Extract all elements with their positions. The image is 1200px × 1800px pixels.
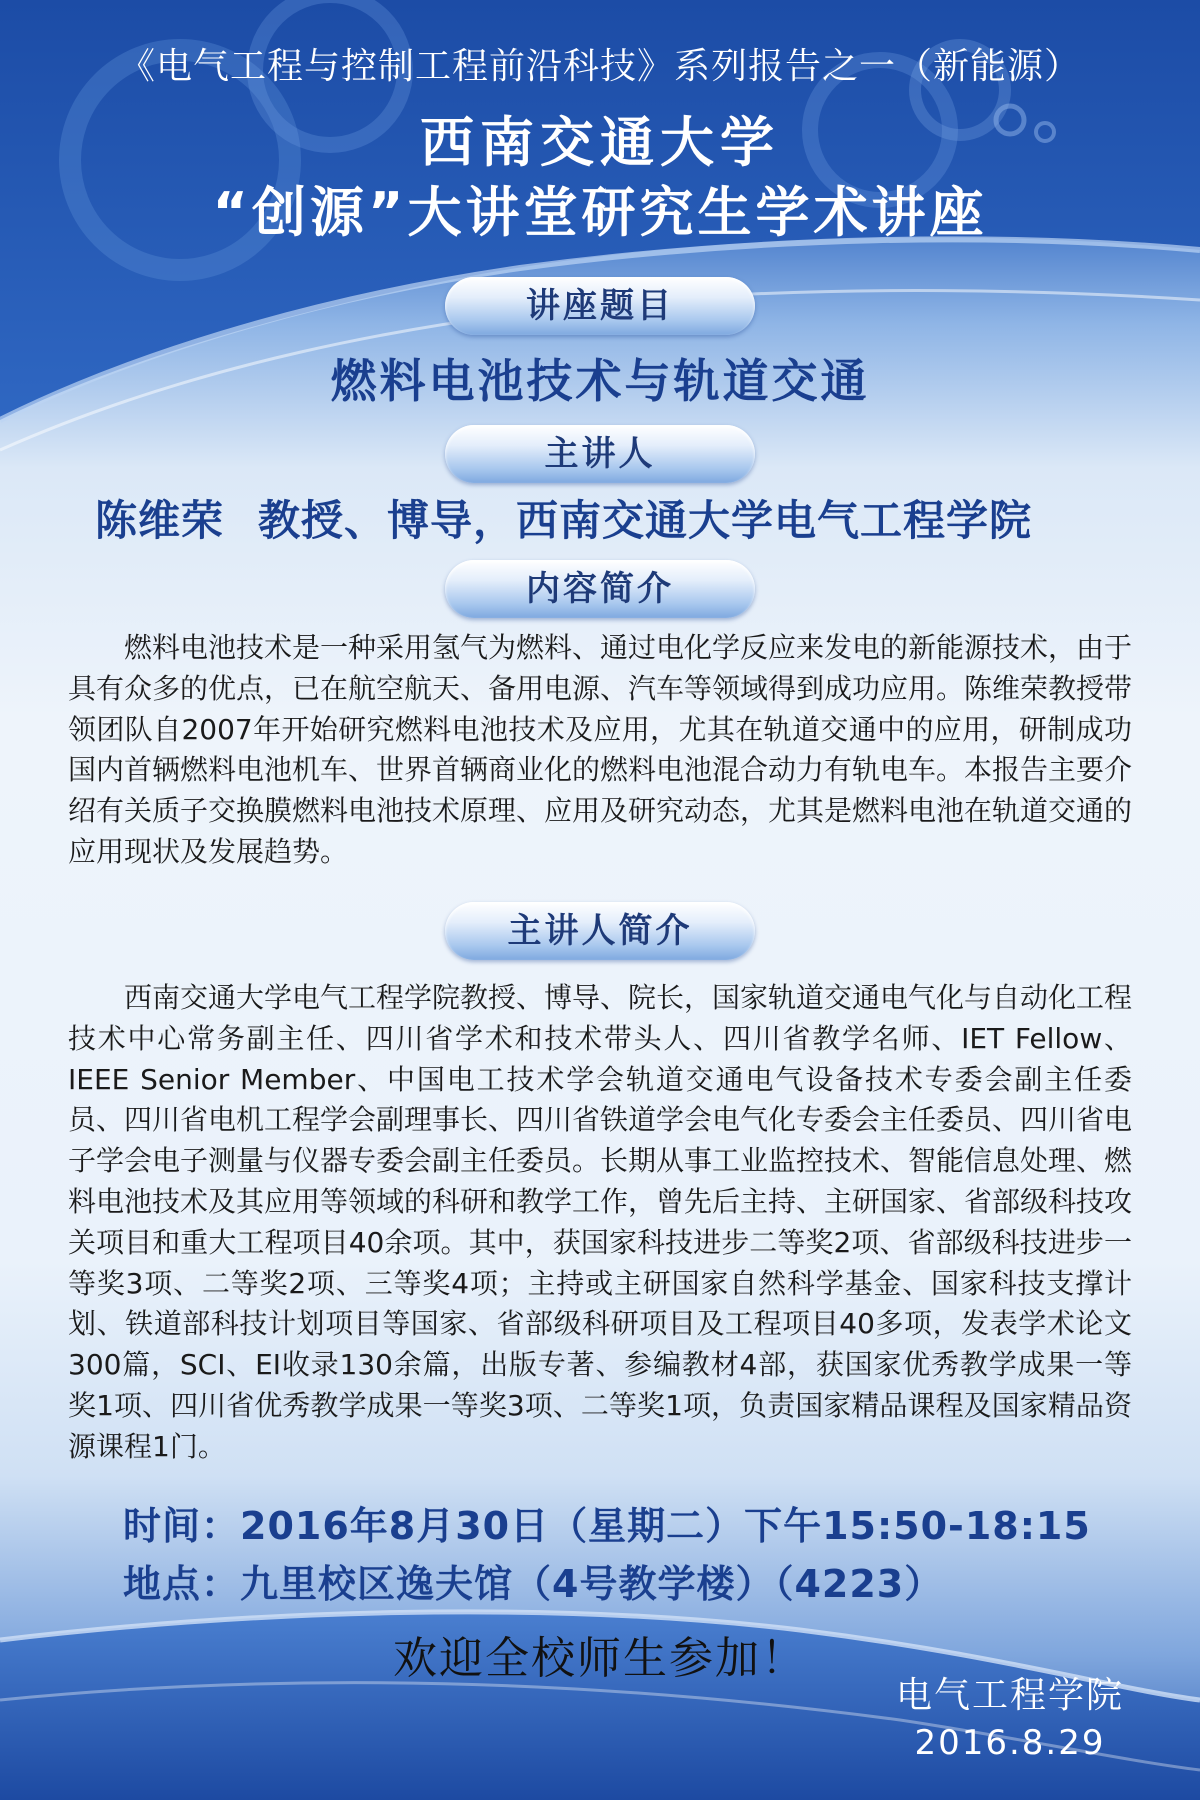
summary-label: 内容简介 — [445, 560, 755, 618]
event-place — [123, 1553, 943, 1608]
speaker-name: 陈维荣 — [95, 496, 225, 545]
place-value: 九里校区逸夫馆（4号教学楼）（4223） — [240, 1562, 944, 1606]
signature-org: 电气工程学院 — [895, 1675, 1124, 1716]
topic-label: 讲座题目 — [445, 277, 755, 335]
speaker-line — [95, 488, 1032, 548]
place-label: 地点： — [123, 1562, 241, 1606]
bio-paragraph: 西南交通大学电气工程学院教授、博导、院长，国家轨道交通电气化与自动化工程技术中心常务副主任、四川省学术和技术带头人、四川省教学名师、IET Fellow、IEEE Senior Member、中国电工技术学会轨道交通电气设备技术专委会副主任委员、四川省电机工程学会副理事长、四川省铁道学会电气化专委会主任委员、四川省电子学会电子测量与仪器专委会副主任委员。长期从事工业监控技术、智能信息处理、燃料电池技术及其应用等领域的科研和教学工作，曾先后主持、主研国家、省部级科技攻关项目和重大工程项目40余项。其中，获国家科技进步二等奖2项、省部级科技进步一等奖3项、二等奖2项、三等奖4项；主持或主研国家自然科学基金、国家科技支撑计划、铁道部科技计划项目等国家、省部级科研项目及工程项目40多项，发表学术论文300篇，SCI、EI收录130余篇，出版专著、参编教材4部，获国家优秀教学成果一等奖1项、四川省优秀教学成果一等奖3项、二等奖1项，负责国家精品课程及国家精品资源课程1门。 — [68, 981, 1133, 1463]
event-time — [123, 1495, 1091, 1550]
speaker-title: 教授、博导，西南交通大学电气工程学院 — [258, 496, 1033, 545]
lecture-series-title: “创源”大讲堂研究生学术讲座 — [212, 181, 988, 244]
time-label: 时间： — [123, 1504, 241, 1548]
welcome-message: 欢迎全校师生参加！ — [393, 1633, 807, 1684]
signature-date: 2016.8.29 — [914, 1723, 1106, 1763]
bio-label: 主讲人简介 — [445, 902, 755, 960]
summary-paragraph: 燃料电池技术是一种采用氢气为燃料、通过电化学反应来发电的新能源技术，由于具有众多的优点，已在航空航天、备用电源、汽车等领域得到成功应用。陈维荣教授带领团队自2007年开始研究燃料电池技术及应用，尤其在轨道交通中的应用，研制成功国内首辆燃料电池机车、世界首辆商业化的燃料电池混合动力有轨电车。本报告主要介绍有关质子交换膜燃料电池技术原理、应用及研究动态，尤其是燃料电池在轨道交通的应用现状及发展趋势。 — [68, 631, 1133, 868]
speaker-label: 主讲人 — [445, 425, 755, 483]
lecture-topic: 燃料电池技术与轨道交通 — [330, 354, 870, 408]
series-title: 《电气工程与控制工程前沿科技》系列报告之一（新能源） — [118, 46, 1081, 87]
time-value: 2016年8月30日（星期二）下午15:50-18:15 — [240, 1504, 1091, 1548]
university-name: 西南交通大学 — [420, 111, 780, 174]
